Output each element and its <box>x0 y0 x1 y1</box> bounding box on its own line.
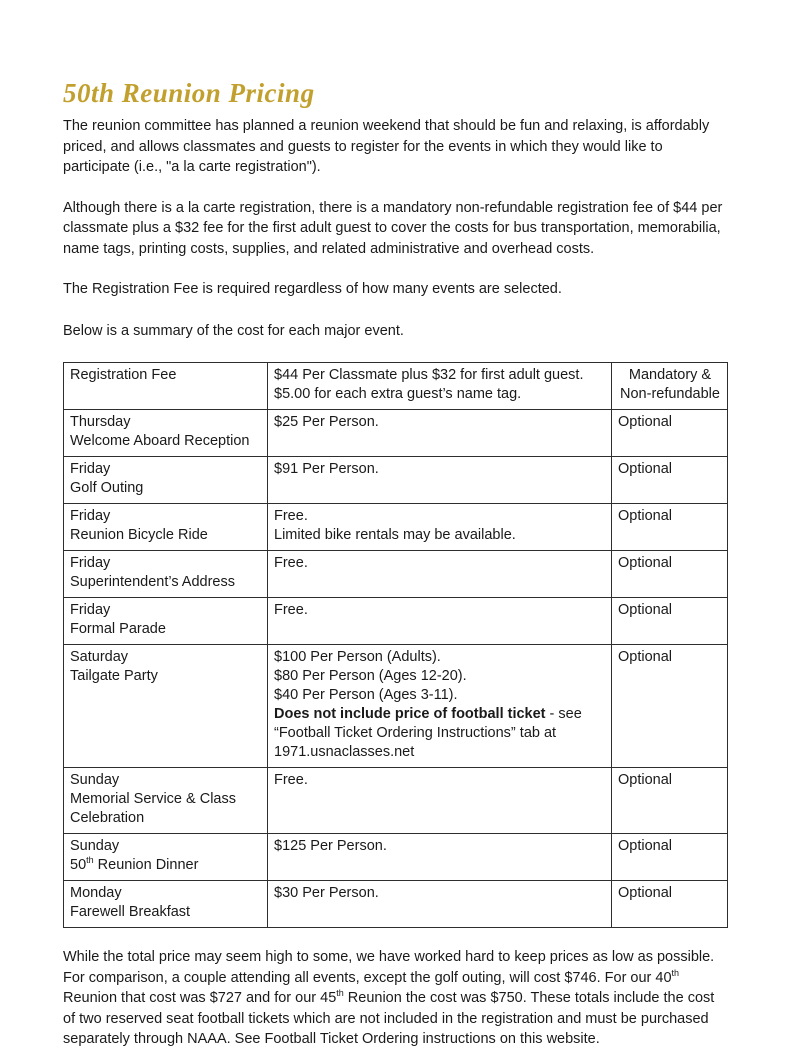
table-row <box>64 410 728 457</box>
event-cell: Monday Farewell Breakfast <box>64 881 268 928</box>
page-title: 50th Reunion Pricing <box>63 78 315 108</box>
price-cell: Free. <box>268 551 612 598</box>
table-row <box>64 834 728 881</box>
price-cell: Free. <box>268 598 612 645</box>
event-cell: Sunday 50th Reunion Dinner <box>64 834 268 881</box>
table-row <box>64 504 728 551</box>
event-cell: Thursday Welcome Aboard Reception <box>64 410 268 457</box>
price-cell: $91 Per Person. <box>268 457 612 504</box>
price-cell: $100 Per Person (Adults). $80 Per Person (Ages 12-20). $40 Per Person (Ages 3-11). Does not include price of football ticket - see “Football Ticket Ordering Instructions” tab at 1971.usnaclasses.net <box>268 645 612 768</box>
table-row <box>64 457 728 504</box>
price-cell: Free. Limited bike rentals may be available. <box>268 504 612 551</box>
pricing-table-body <box>64 363 728 928</box>
price-cell: $44 Per Classmate plus $32 for first adult guest. $5.00 for each extra guest’s name tag. <box>268 363 612 410</box>
event-cell: Registration Fee <box>64 363 268 410</box>
table-row <box>64 551 728 598</box>
table-row <box>64 363 728 410</box>
status-cell: Optional <box>612 768 728 834</box>
price-cell: $125 Per Person. <box>268 834 612 881</box>
status-cell: Optional <box>612 834 728 881</box>
event-cell: Friday Golf Outing <box>64 457 268 504</box>
paragraph-registration-fee: Although there is a la carte registration, there is a mandatory non-refundable registration fee of $44 per classmate plus a $32 fee for the first adult guest to cover the costs for bus transportation, memorabilia, name tags, printing costs, supplies, and related administrative and overhead costs. <box>63 199 723 257</box>
table-row <box>64 598 728 645</box>
status-cell: Optional <box>612 457 728 504</box>
status-cell: Optional <box>612 504 728 551</box>
status-cell: Optional <box>612 598 728 645</box>
status-cell: Mandatory & Non-refundable <box>612 363 728 410</box>
event-cell: Saturday Tailgate Party <box>64 645 268 768</box>
table-row <box>64 645 728 768</box>
paragraph-intro: The reunion committee has planned a reunion weekend that should be fun and relaxing, is affordably priced, and allows classmates and guests to register for the events in which they would like to participate (i.e., "a la carte registration"). <box>63 118 710 175</box>
price-cell: $25 Per Person. <box>268 410 612 457</box>
event-cell: Friday Formal Parade <box>64 598 268 645</box>
event-cell: Friday Superintendent’s Address <box>64 551 268 598</box>
status-cell: Optional <box>612 645 728 768</box>
status-cell: Optional <box>612 410 728 457</box>
status-cell: Optional <box>612 881 728 928</box>
table-row <box>64 881 728 928</box>
paragraph-summary-intro: Below is a summary of the cost for each major event. <box>63 322 404 339</box>
event-cell: Sunday Memorial Service & Class Celebration <box>64 768 268 834</box>
pricing-table <box>63 362 728 928</box>
paragraph-fee-required: The Registration Fee is required regardless of how many events are selected. <box>63 281 562 297</box>
table-row <box>64 768 728 834</box>
price-cell: $30 Per Person. <box>268 881 612 928</box>
status-cell: Optional <box>612 551 728 598</box>
paragraph-closing: While the total price may seem high to some, we have worked hard to keep prices as low as possible. For comparison, a couple attending all events, except the golf outing, will cost $746. For our 40th Reunion that cost was $727 and for our 45th Reunion the cost was $750. These totals include the cost of two reserved seat football tickets which are not included in the registration and must be purchased separately through NAAA. See Football Ticket Ordering instructions on this website. <box>63 949 715 1047</box>
event-cell: Friday Reunion Bicycle Ride <box>64 504 268 551</box>
price-cell: Free. <box>268 768 612 834</box>
